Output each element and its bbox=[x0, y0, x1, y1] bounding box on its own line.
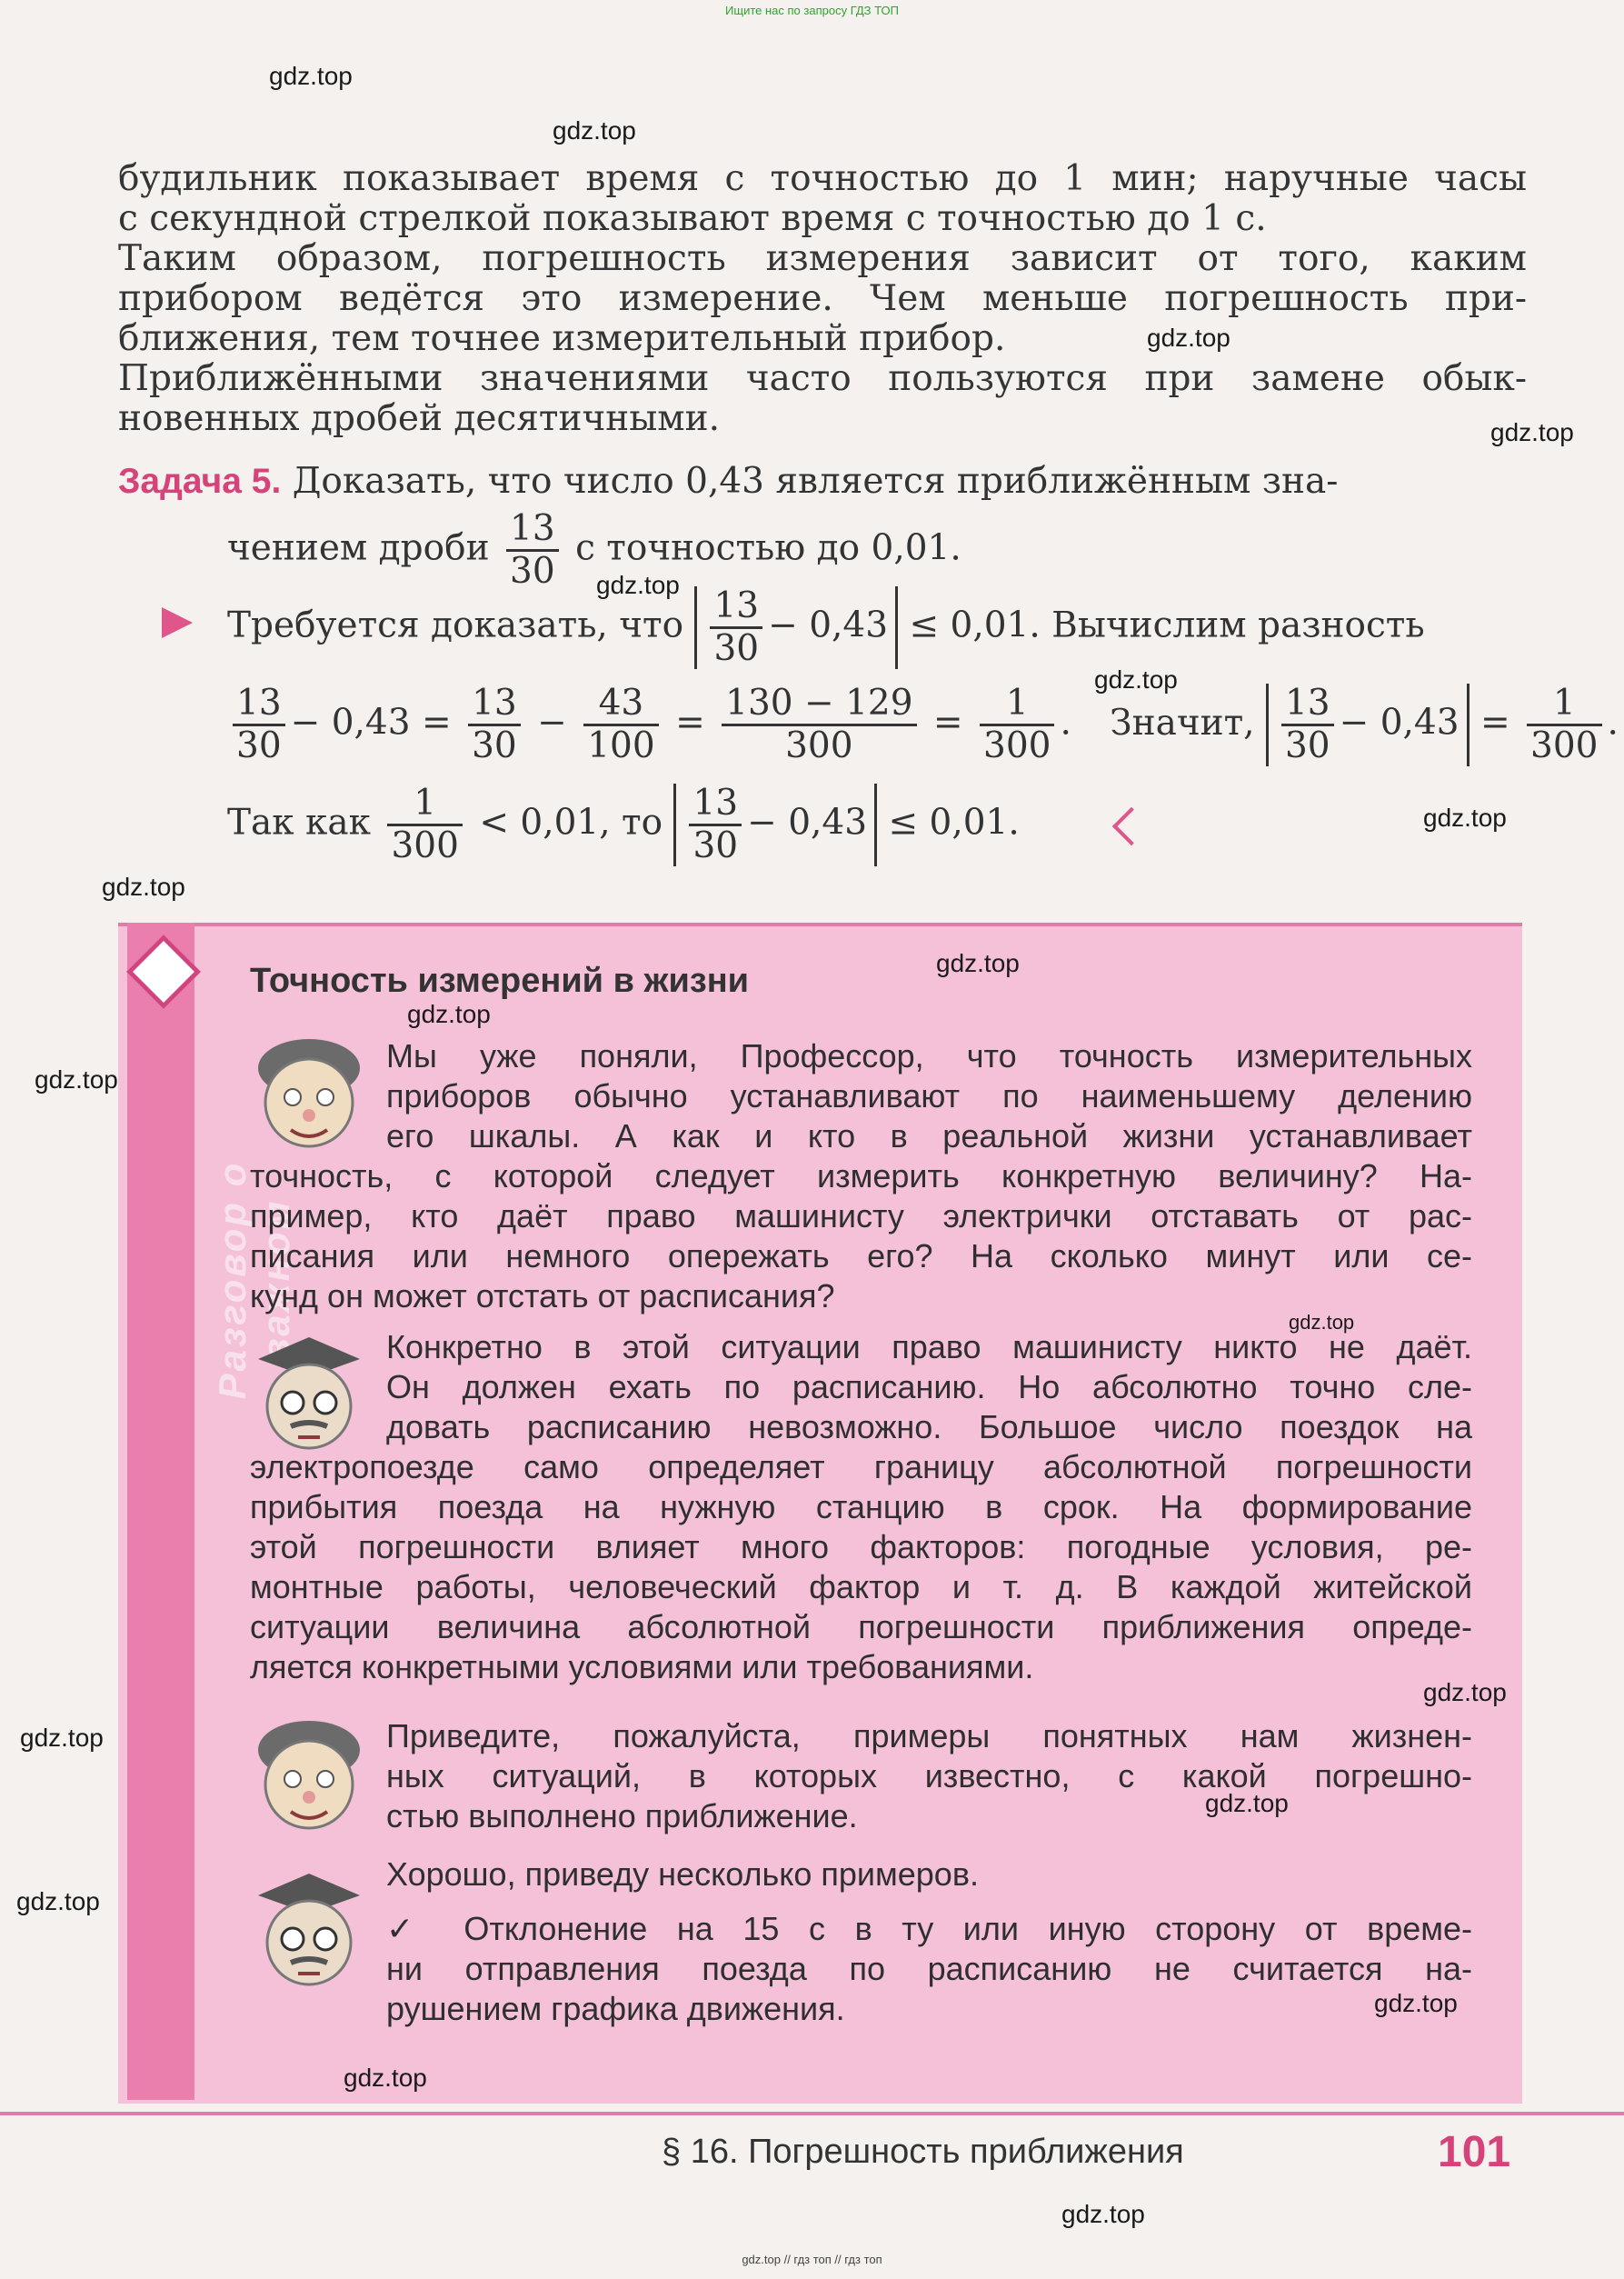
watermark: gdz.top bbox=[936, 949, 1020, 977]
student-face-icon bbox=[254, 1714, 364, 1836]
watermark: gdz.top bbox=[1374, 1989, 1458, 2017]
proof-start-marker-icon bbox=[162, 607, 193, 638]
watermark: gdz.top bbox=[20, 1724, 104, 1752]
paragraph-line: с секундной стрелкой показывают время с точностью до 1 с. bbox=[118, 198, 1267, 239]
section-title: § 16. Погрешность приближения bbox=[662, 2133, 1184, 2171]
tak-kak-text: Так как bbox=[227, 802, 372, 844]
dialogue-line: Хорошо, приведу несколько примеров. bbox=[386, 1855, 979, 1893]
fraction bbox=[689, 784, 742, 866]
denominator: 300 bbox=[983, 725, 1051, 766]
minus-sign: − bbox=[537, 702, 567, 744]
numerator: 13 bbox=[710, 586, 762, 629]
student-face-icon bbox=[254, 1032, 364, 1154]
numerator: 1 bbox=[1527, 684, 1601, 726]
dialogue-line: пример, кто даёт право машинисту электрички отставать от рас- bbox=[250, 1197, 1472, 1234]
paragraph-line: Таким образом, погрешность измерения зависит от того, каким bbox=[118, 238, 1527, 279]
watermark: gdz.top bbox=[1205, 1789, 1289, 1817]
le-text: ≤ 0,01. bbox=[888, 802, 1020, 844]
watermark: gdz.top bbox=[407, 1000, 491, 1028]
dialogue-line: ляется конкретными условиями или требованиями. bbox=[250, 1648, 1034, 1685]
task-text: с точностью до 0,01. bbox=[575, 527, 961, 569]
paragraph-line: ближения, тем точнее измерительный прибор. bbox=[118, 318, 1006, 359]
denominator: 30 bbox=[692, 825, 739, 866]
professor-face-icon bbox=[254, 1332, 364, 1454]
denominator: 30 bbox=[1284, 725, 1330, 766]
dialogue-line: этой погрешности влияет много факторов: погодные условия, ре- bbox=[250, 1528, 1472, 1565]
talk-box-sidebar bbox=[127, 923, 194, 2100]
numerator: 1 bbox=[980, 684, 1054, 726]
numerator: 13 bbox=[1281, 684, 1334, 726]
watermark: gdz.top bbox=[16, 1887, 100, 1915]
numerator: 13 bbox=[689, 784, 742, 826]
denominator: 30 bbox=[510, 551, 555, 592]
dialogue-line: монтные работы, человеческий фактор и т. д. В каждой житейской bbox=[250, 1568, 1472, 1605]
dialogue-line: ситуации величина абсолютной погрешности приближения опреде- bbox=[250, 1608, 1472, 1645]
fraction bbox=[722, 684, 916, 766]
sidebar-label: Разговор о важном bbox=[211, 1160, 297, 1400]
numerator: 43 bbox=[583, 684, 658, 726]
fraction bbox=[387, 784, 462, 866]
numerator: 13 bbox=[468, 684, 521, 726]
paragraph-line: прибором ведётся это измерение. Чем меньше погрешность при- bbox=[118, 278, 1527, 319]
watermark: gdz.top bbox=[344, 2064, 427, 2092]
watermark: gdz.top bbox=[1147, 324, 1230, 352]
denominator: 30 bbox=[713, 628, 760, 669]
proof-end-marker-icon bbox=[1112, 807, 1151, 845]
conclusion-line bbox=[227, 784, 1020, 866]
task-text: Доказать, что число 0,43 является приближённым зна- bbox=[292, 461, 1339, 502]
watermark: gdz.top bbox=[1423, 804, 1507, 832]
dialogue-line: точность, с которой следует измерить конкретную величину? На- bbox=[250, 1157, 1472, 1194]
dialogue-line: Приведите, пожалуйста, примеры понятных нам жизнен- bbox=[386, 1717, 1472, 1754]
numerator: 130 − 129 bbox=[722, 684, 916, 726]
paragraph-line: будильник показывает время с точностью до 1 мин; наручные часы bbox=[118, 158, 1527, 199]
absolute-value bbox=[694, 586, 898, 669]
numerator: 1 bbox=[387, 784, 462, 826]
dialogue-line: электропоезде само определяет границу абсолютной погрешности bbox=[250, 1448, 1472, 1485]
denominator: 300 bbox=[391, 825, 459, 866]
top-banner: Ищите нас по запросу ГДЗ ТОП bbox=[725, 4, 899, 17]
minus-term: − 0,43 bbox=[1339, 702, 1460, 744]
dialogue-line: Он должен ехать по расписанию. Но абсолютно точно сле- bbox=[386, 1368, 1472, 1405]
watermark: gdz.top bbox=[1061, 2200, 1145, 2228]
dialogue-line: кунд он может отстать от расписания? bbox=[250, 1277, 835, 1314]
paragraph-line: новенных дробей десятичными. bbox=[118, 398, 720, 439]
fraction bbox=[506, 509, 559, 592]
proof-text: ≤ 0,01. Вычислим разность bbox=[909, 605, 1425, 646]
fraction bbox=[1281, 684, 1334, 766]
less-text: < 0,01, то bbox=[479, 802, 663, 844]
bottom-banner: gdz.top // гдз топ // гдз топ bbox=[742, 2253, 882, 2266]
period: . bbox=[1607, 702, 1619, 744]
page-number: 101 bbox=[1438, 2128, 1511, 2176]
dialogue-line: прибытия поезда на нужную станцию в срок. На формирование bbox=[250, 1488, 1472, 1525]
dialogue-line: приборов обычно устанавливают по наименьшему делению bbox=[386, 1077, 1472, 1115]
dialogue-line: стью выполнено приближение. bbox=[386, 1797, 858, 1834]
minus-term: − 0,43 bbox=[747, 802, 868, 844]
dialogue-line: довать расписанию невозможно. Большое число поездок на bbox=[386, 1408, 1472, 1445]
task-label: Задача 5. bbox=[118, 462, 282, 501]
proof-text: Требуется доказать, что bbox=[227, 605, 684, 646]
fraction bbox=[1527, 684, 1601, 766]
period: . bbox=[1060, 702, 1071, 744]
task-line bbox=[118, 461, 1338, 502]
equals-sign: = bbox=[675, 702, 705, 744]
dialogue-line: ни отправления поезда по расписанию не считается на- bbox=[386, 1950, 1472, 1987]
dialogue-line: ных ситуаций, в которых известно, с какой погрешно- bbox=[386, 1757, 1472, 1794]
denominator: 100 bbox=[587, 725, 655, 766]
dialogue-line: Конкретно в этой ситуации право машинисту никто не даёт. bbox=[386, 1328, 1472, 1365]
denominator: 30 bbox=[236, 725, 282, 766]
minus-term: − 0,43 bbox=[768, 605, 889, 646]
absolute-value bbox=[1266, 684, 1470, 766]
equals-sign: = bbox=[1480, 702, 1510, 744]
numerator: 13 bbox=[233, 684, 285, 726]
minus-term: − 0,43 bbox=[290, 702, 411, 744]
professor-face-icon bbox=[254, 1868, 364, 1991]
task-line bbox=[227, 509, 961, 592]
dialogue-line: Мы уже поняли, Профессор, что точность измерительных bbox=[386, 1037, 1472, 1075]
watermark: gdz.top bbox=[1289, 1311, 1355, 1334]
znachit-text: Значит, bbox=[1110, 702, 1255, 744]
watermark: gdz.top bbox=[102, 873, 185, 901]
denominator: 300 bbox=[785, 725, 853, 766]
watermark: gdz.top bbox=[269, 62, 353, 90]
proof-line bbox=[227, 586, 1425, 669]
dialogue-line: рушением графика движения. bbox=[386, 1990, 845, 2027]
watermark: gdz.top bbox=[35, 1065, 118, 1094]
paragraph-line: Приближёнными значениями часто пользуются при замене обык- bbox=[118, 358, 1527, 399]
fraction bbox=[233, 684, 285, 766]
watermark: gdz.top bbox=[553, 116, 636, 145]
equals-sign: = bbox=[932, 702, 963, 744]
denominator: 300 bbox=[1530, 725, 1599, 766]
watermark: gdz.top bbox=[596, 571, 680, 599]
talk-box-title: Точность измерений в жизни bbox=[250, 962, 750, 1000]
fraction bbox=[710, 586, 762, 669]
fraction bbox=[980, 684, 1054, 766]
dialogue-line: его шкалы. А как и кто в реальной жизни устанавливает bbox=[386, 1117, 1472, 1154]
footer-divider bbox=[0, 2112, 1624, 2115]
absolute-value bbox=[673, 784, 877, 866]
fraction bbox=[468, 684, 521, 766]
numerator: 13 bbox=[506, 509, 559, 552]
task-text: чением дроби bbox=[227, 527, 490, 569]
watermark: gdz.top bbox=[1094, 665, 1178, 694]
equals-sign: = bbox=[421, 702, 452, 744]
denominator: 30 bbox=[472, 725, 517, 766]
watermark: gdz.top bbox=[1423, 1678, 1507, 1706]
equation-line bbox=[227, 684, 1619, 766]
watermark: gdz.top bbox=[1490, 418, 1574, 446]
dialogue-line: ✓ Отклонение на 15 с в ту или иную сторону от време- bbox=[386, 1910, 1472, 1947]
dialogue-line: писания или немного опережать его? На сколько минут или се- bbox=[250, 1237, 1472, 1274]
fraction bbox=[583, 684, 658, 766]
